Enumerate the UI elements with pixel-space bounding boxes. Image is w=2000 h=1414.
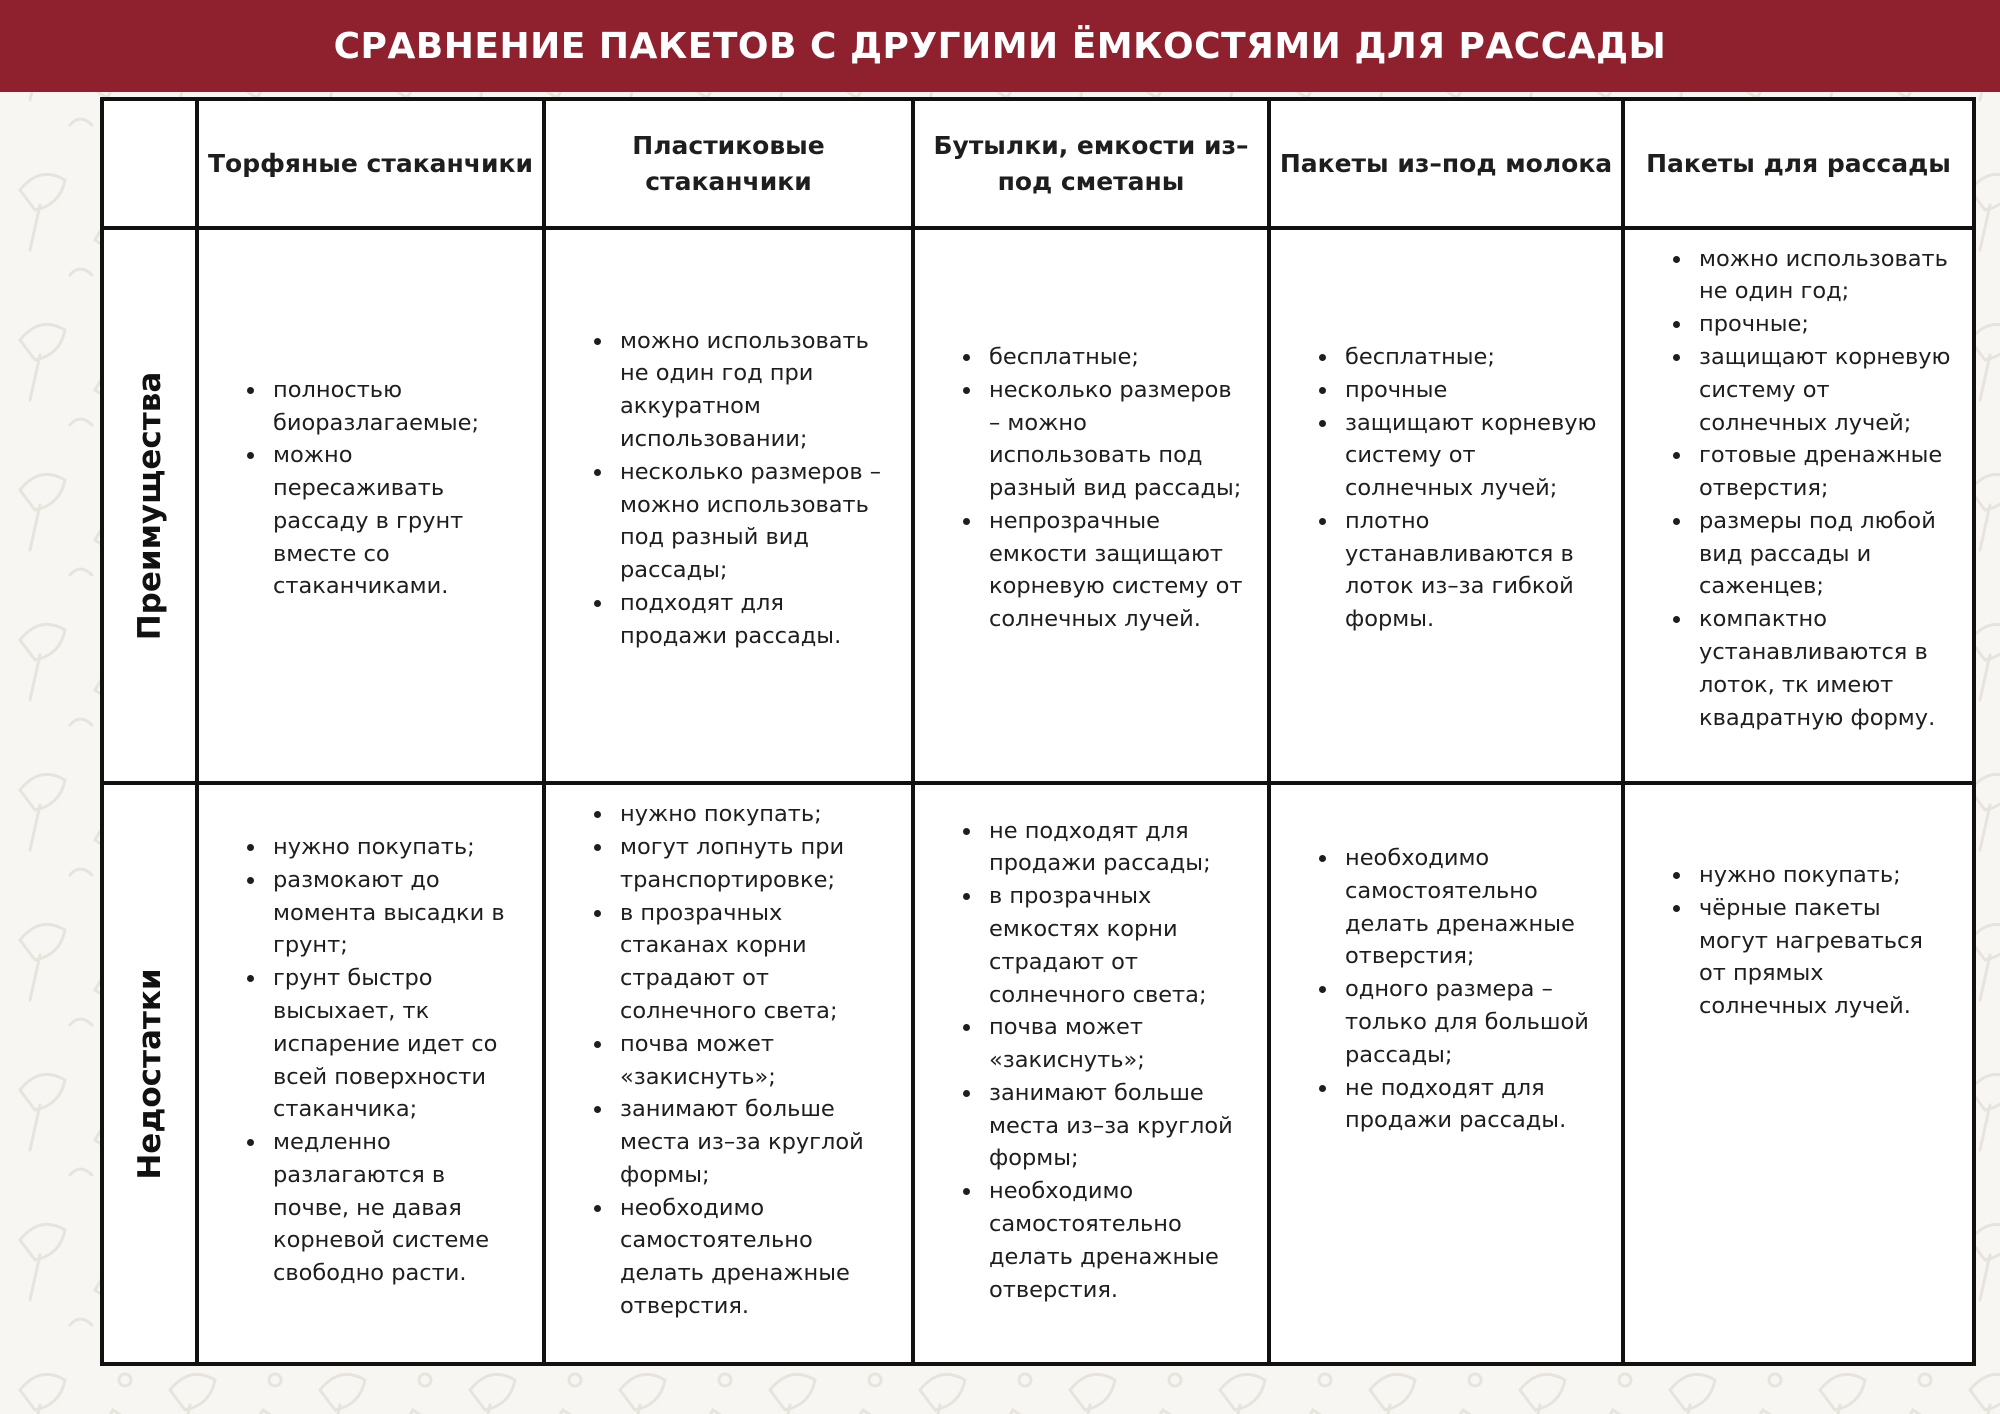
- bullet-list: [915, 815, 1267, 1307]
- list-item: • размокают до момента высадки в грунт;: [267, 864, 524, 962]
- bullet-list: [546, 798, 911, 1323]
- bullet-list: [915, 341, 1267, 636]
- list-item: • занимают больше места из–за круглой формы;: [983, 1077, 1249, 1175]
- disadvantages-bottles: [913, 783, 1269, 1364]
- list-item: • не подходят для продажи рассады.: [1339, 1072, 1603, 1138]
- advantages-seedling-bags: [1623, 228, 1974, 783]
- comparison-table: [100, 97, 1976, 1366]
- list-item: • почва может «закиснуть»;: [983, 1011, 1249, 1077]
- list-item: • грунт быстро высыхает, тк испарение идет со всей поверхности стаканчика;: [267, 962, 524, 1126]
- title-banner: [0, 0, 2000, 92]
- bullet-list: [199, 374, 542, 604]
- list-item: • в прозрачных стаканах корни страдают от солнечного света;: [614, 897, 893, 1028]
- column-header-seedling-bags: Пакеты для рассады: [1623, 99, 1974, 228]
- column-header-plastic-cups: Пластиковые стаканчики: [544, 99, 913, 228]
- list-item: • одного размера – только для большой рассады;: [1339, 973, 1603, 1071]
- list-item: • не подходят для продажи рассады;: [983, 815, 1249, 881]
- list-item: • необходимо самостоятельно делать дренажные отверстия.: [614, 1192, 893, 1323]
- corner-cell: [102, 99, 197, 228]
- bullet-list: [199, 831, 542, 1290]
- list-item: • нужно покупать;: [614, 798, 893, 831]
- page-title: СРАВНЕНИЕ ПАКЕТОВ С ДРУГИМИ ЁМКОСТЯМИ ДЛЯ РАССАДЫ: [333, 25, 1667, 67]
- list-item: • занимают больше места из–за круглой формы;: [614, 1093, 893, 1191]
- advantages-row: [102, 228, 1974, 783]
- list-item: • непрозрачные емкости защищают корневую систему от солнечных лучей.: [983, 505, 1249, 636]
- list-item: • размеры под любой вид рассады и саженцев;: [1693, 505, 1954, 603]
- list-item: • могут лопнуть при транспортировке;: [614, 831, 893, 897]
- advantages-milk-bags: [1269, 228, 1623, 783]
- list-item: • необходимо самостоятельно делать дренажные отверстия;: [1339, 842, 1603, 973]
- header-row: [102, 99, 1974, 228]
- list-item: • полностью биоразлагаемые;: [267, 374, 524, 440]
- list-item: • компактно устанавливаются в лоток, тк имеют квадратную форму.: [1693, 603, 1954, 734]
- list-item: • несколько размеров – можно использовать под разный вид рассады;: [983, 374, 1249, 505]
- column-header-peat-cups: Торфяные стаканчики: [197, 99, 544, 228]
- list-item: • бесплатные;: [1339, 341, 1603, 374]
- list-item: • плотно устанавливаются в лоток из–за гибкой формы.: [1339, 505, 1603, 636]
- list-item: • прочные: [1339, 374, 1603, 407]
- bullet-list: [1625, 859, 1972, 1023]
- row-label-disadvantages-cell: [102, 783, 197, 1364]
- list-item: • в прозрачных емкостях корни страдают от солнечного света;: [983, 880, 1249, 1011]
- advantages-peat-cups: [197, 228, 544, 783]
- column-header-bottles: Бутылки, емкости из–под сметаны: [913, 99, 1269, 228]
- bullet-list: [1271, 341, 1621, 636]
- list-item: • нужно покупать;: [1693, 859, 1954, 892]
- disadvantages-row: [102, 783, 1974, 1364]
- list-item: • необходимо самостоятельно делать дренажные отверстия.: [983, 1175, 1249, 1306]
- row-label-advantages-cell: [102, 228, 197, 783]
- list-item: • можно использовать не один год при аккуратном использовании;: [614, 325, 893, 456]
- list-item: • почва может «закиснуть»;: [614, 1028, 893, 1094]
- list-item: • защищают корневую систему от солнечных лучей;: [1693, 341, 1954, 439]
- list-item: • прочные;: [1693, 308, 1954, 341]
- list-item: • готовые дренажные отверстия;: [1693, 439, 1954, 505]
- column-header-milk-bags: Пакеты из–под молока: [1269, 99, 1623, 228]
- list-item: • защищают корневую систему от солнечных лучей;: [1339, 407, 1603, 505]
- list-item: • медленно разлагаются в почве, не давая корневой системе свободно расти.: [267, 1126, 524, 1290]
- row-label-advantages: Преимущества: [131, 371, 168, 640]
- disadvantages-seedling-bags: [1623, 783, 1974, 1364]
- disadvantages-milk-bags: [1269, 783, 1623, 1364]
- list-item: • подходят для продажи рассады.: [614, 587, 893, 653]
- list-item: • несколько размеров – можно использовать под разный вид рассады;: [614, 456, 893, 587]
- bullet-list: [546, 325, 911, 653]
- list-item: • бесплатные;: [983, 341, 1249, 374]
- disadvantages-peat-cups: [197, 783, 544, 1364]
- list-item: • чёрные пакеты могут нагреваться от прямых солнечных лучей.: [1693, 892, 1954, 1023]
- list-item: • нужно покупать;: [267, 831, 524, 864]
- bullet-list: [1271, 842, 1621, 1137]
- disadvantages-plastic-cups: [544, 783, 913, 1364]
- list-item: • можно пересаживать рассаду в грунт вместе со стаканчиками.: [267, 439, 524, 603]
- row-label-disadvantages: Недостатки: [131, 967, 168, 1180]
- advantages-plastic-cups: [544, 228, 913, 783]
- advantages-bottles: [913, 228, 1269, 783]
- bullet-list: [1625, 243, 1972, 735]
- list-item: • можно использовать не один год;: [1693, 243, 1954, 309]
